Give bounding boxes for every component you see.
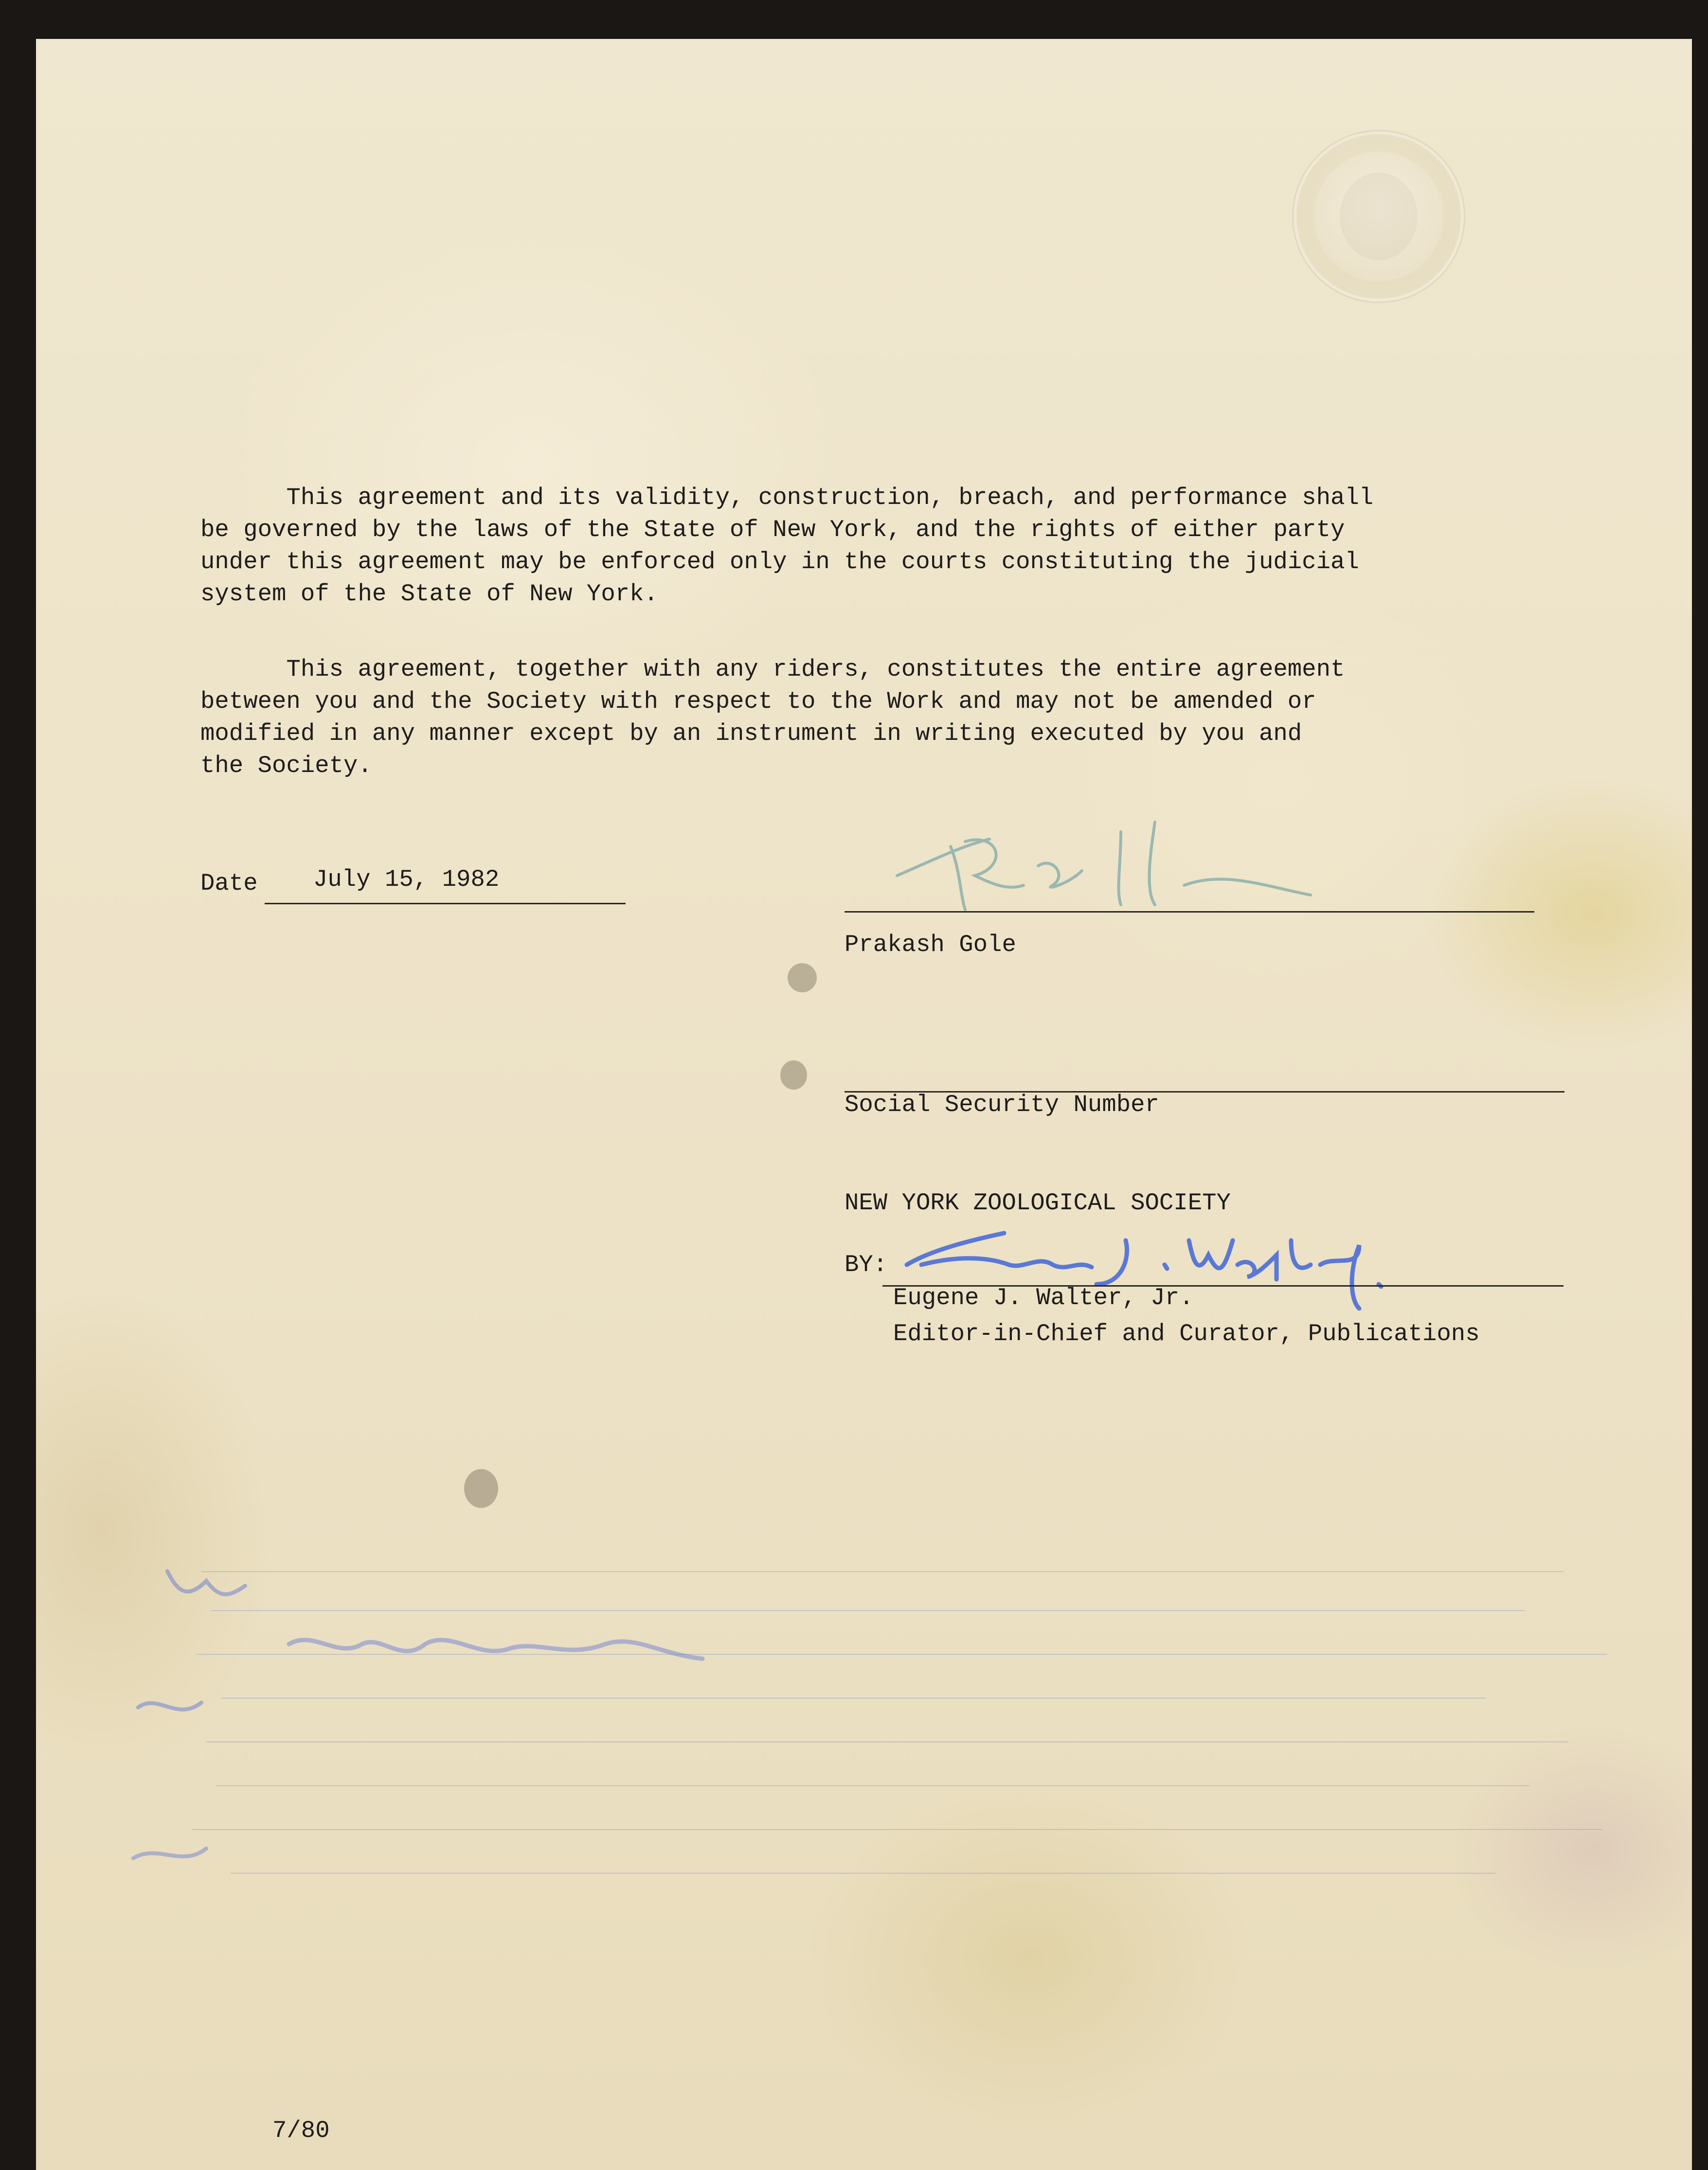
signer-signature-line: [845, 911, 1534, 913]
form-code: 7/80: [272, 2117, 330, 2144]
governing-law-paragraph: This agreement and its validity, construction, breach, and performance shall be governed by the laws of the State of New York, and the rights of either party under this agreement may be enforced only in the courts constituting the judicial system of the State of New York.: [200, 484, 1374, 608]
embossed-seal: [1294, 131, 1464, 302]
document-page: [36, 39, 1692, 2170]
fold-stain: [788, 963, 817, 992]
countersigner-name: Eugene J. Walter, Jr.: [893, 1284, 1194, 1311]
fold-stain: [464, 1469, 498, 1508]
ssn-label: Social Security Number: [845, 1091, 1159, 1118]
countersigner-title: Editor-in-Chief and Curator, Publications: [893, 1320, 1480, 1347]
date-label: Date: [200, 870, 258, 897]
offset-handwriting-blots: [109, 1547, 790, 1926]
date-value: July 15, 1982: [313, 866, 500, 893]
entire-agreement-paragraph: This agreement, together with any riders, constitutes the entire agreement between you and the Society with respect to the Work and may not be amended or modified in any manner except by an instrument in writing executed by you and the Society.: [200, 656, 1345, 779]
fold-stain: [780, 1060, 807, 1090]
date-line: [265, 903, 626, 904]
organization-name: NEW YORK ZOOLOGICAL SOCIETY: [845, 1189, 1231, 1217]
by-label: BY:: [845, 1251, 888, 1278]
signer-name: Prakash Gole: [845, 931, 1016, 958]
